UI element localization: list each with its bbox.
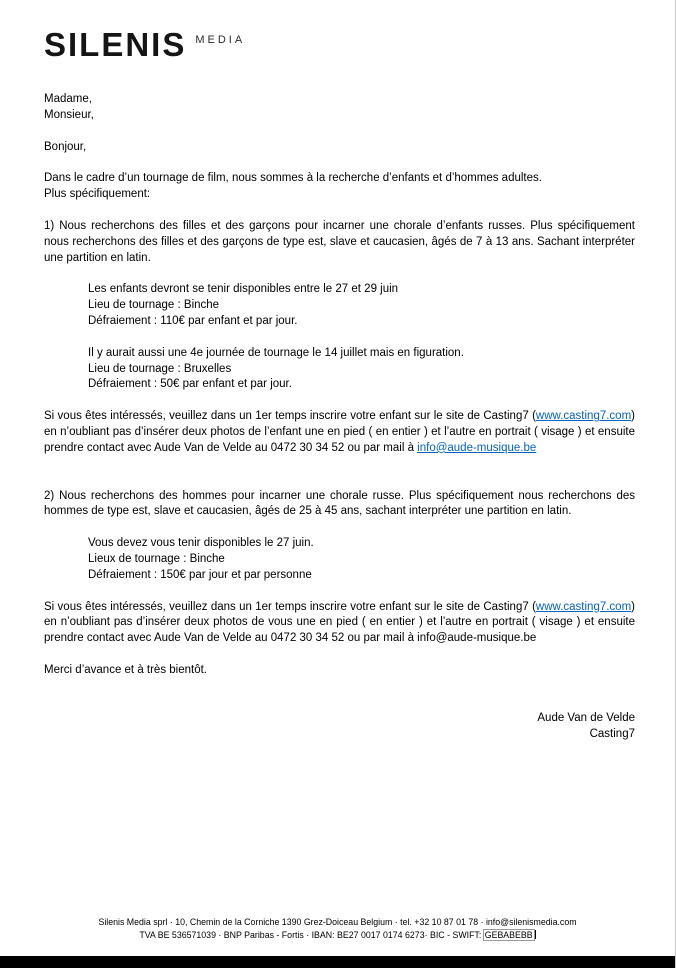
section2-details — [88, 536, 635, 583]
detail-location-2: Lieu de tournage : Bruxelles — [88, 362, 232, 375]
detail-location-3: Lieux de tournage : Binche — [88, 552, 225, 565]
contact1-text-2: ) en n’oubliant pas d’insérer deux photos de l’enfant une en pied ( en entier ) et l’autre en portrait ( visage ) et ensuite prendre contact avec Aude Van de Velde au 0472 30 34 52 ou par mail à — [44, 410, 635, 454]
casting7-site-link-2[interactable]: www.casting7.com — [535, 600, 632, 613]
contact2-text-1: Si vous êtes intéressés, veuillez dans un 1er temps inscrire votre enfant sur le site de Casting7 ( — [44, 600, 536, 613]
contact1-text-1: Si vous êtes intéressés, veuillez dans un 1er temps inscrire votre enfant sur le site de Casting7 ( — [44, 410, 536, 423]
detail-availability-2: Vous devez vous tenir disponibles le 27 juin. — [88, 537, 314, 550]
greeting-line: Bonjour, — [44, 140, 87, 153]
brand-sub-label: MEDIA — [195, 34, 246, 46]
footer-line-2-text: TVA BE 536571039 · BNP Paribas - Fortis · IBAN: BE27 0017 0174 6273· BIC - SWIFT: — [139, 930, 484, 940]
aude-musique-email-link[interactable]: info@aude-musique.be — [417, 441, 537, 454]
casting7-site-link[interactable]: www.casting7.com — [535, 410, 632, 423]
text-cursor — [535, 930, 536, 939]
footer-bic-value: GEBABEBB — [484, 930, 533, 940]
detail-availability: Les enfants devront se tenir disponibles entre le 27 et 29 juin — [88, 283, 399, 296]
intro-line-1: Dans le cadre d’un tournage de film, nous sommes à la recherche d’enfants et d’hommes adultes. — [44, 172, 542, 185]
footer-line-1: Silenis Media sprl · 10, Chemin de la Corniche 1390 Grez-Doiceau Belgium · tel. +32 10 87 01 78 · info@silenismedia.com — [98, 917, 577, 927]
detail-extra-day: Il y aurait aussi une 4e journée de tournage le 14 juillet mais en figuration. — [88, 346, 464, 359]
contact2-text-2: ) en n’oubliant pas d’insérer deux photos de vous une en pied ( en entier ) et l’autre en portrait ( visage ) et ensuite prendre contact avec Aude Van de Velde au 0472 30 34 52 ou par mail à info@aude-musique.be — [44, 600, 635, 645]
salutation-line-monsieur: Monsieur, — [44, 108, 94, 121]
brand-logo: SILENIS — [44, 26, 187, 63]
section1-details-2 — [88, 346, 635, 393]
letterhead — [0, 0, 675, 64]
contact-paragraph-2 — [44, 600, 635, 647]
section1-details-1 — [88, 282, 635, 329]
section2-paragraph: 2) Nous recherchons des hommes pour incarner une chorale russe. Plus spécifiquement nous recherchons des hommes de type est, slave et caucasien, âgés de 25 à 45 ans, sachant interpréter une partition en latin. — [44, 489, 635, 518]
detail-fee-3: Défraiement : 150€ par jour et par personne — [88, 568, 312, 581]
letter-body — [0, 64, 675, 742]
detail-location: Lieu de tournage : Binche — [88, 299, 220, 312]
intro-line-2: Plus spécifiquement: — [44, 188, 151, 201]
contact-paragraph-1 — [44, 409, 635, 456]
salutation-line-madame: Madame, — [44, 93, 92, 105]
page-footer — [0, 916, 675, 942]
footer-line-2 — [0, 929, 675, 942]
signature-name: Aude Van de Velde — [537, 711, 635, 724]
detail-fee: Défraiement : 110€ par enfant et par jour. — [88, 314, 298, 327]
closing-line: Merci d’avance et à très bientôt. — [44, 663, 207, 676]
bottom-bar — [0, 956, 675, 968]
signature-block — [44, 711, 635, 743]
section1-paragraph: 1) Nous recherchons des filles et des garçons pour incarner une chorale d’enfants russes. Plus spécifiquement nous recherchons des filles et des garçons de type est, slave et caucasien, âgés de 7 à 13 ans. Sachant interpréter une partition en latin. — [44, 219, 635, 264]
detail-fee-2: Défraiement : 50€ par enfant et par jour. — [88, 378, 292, 391]
intro-block — [44, 171, 635, 203]
salutation-block — [44, 92, 635, 124]
signature-company: Casting7 — [589, 727, 635, 740]
